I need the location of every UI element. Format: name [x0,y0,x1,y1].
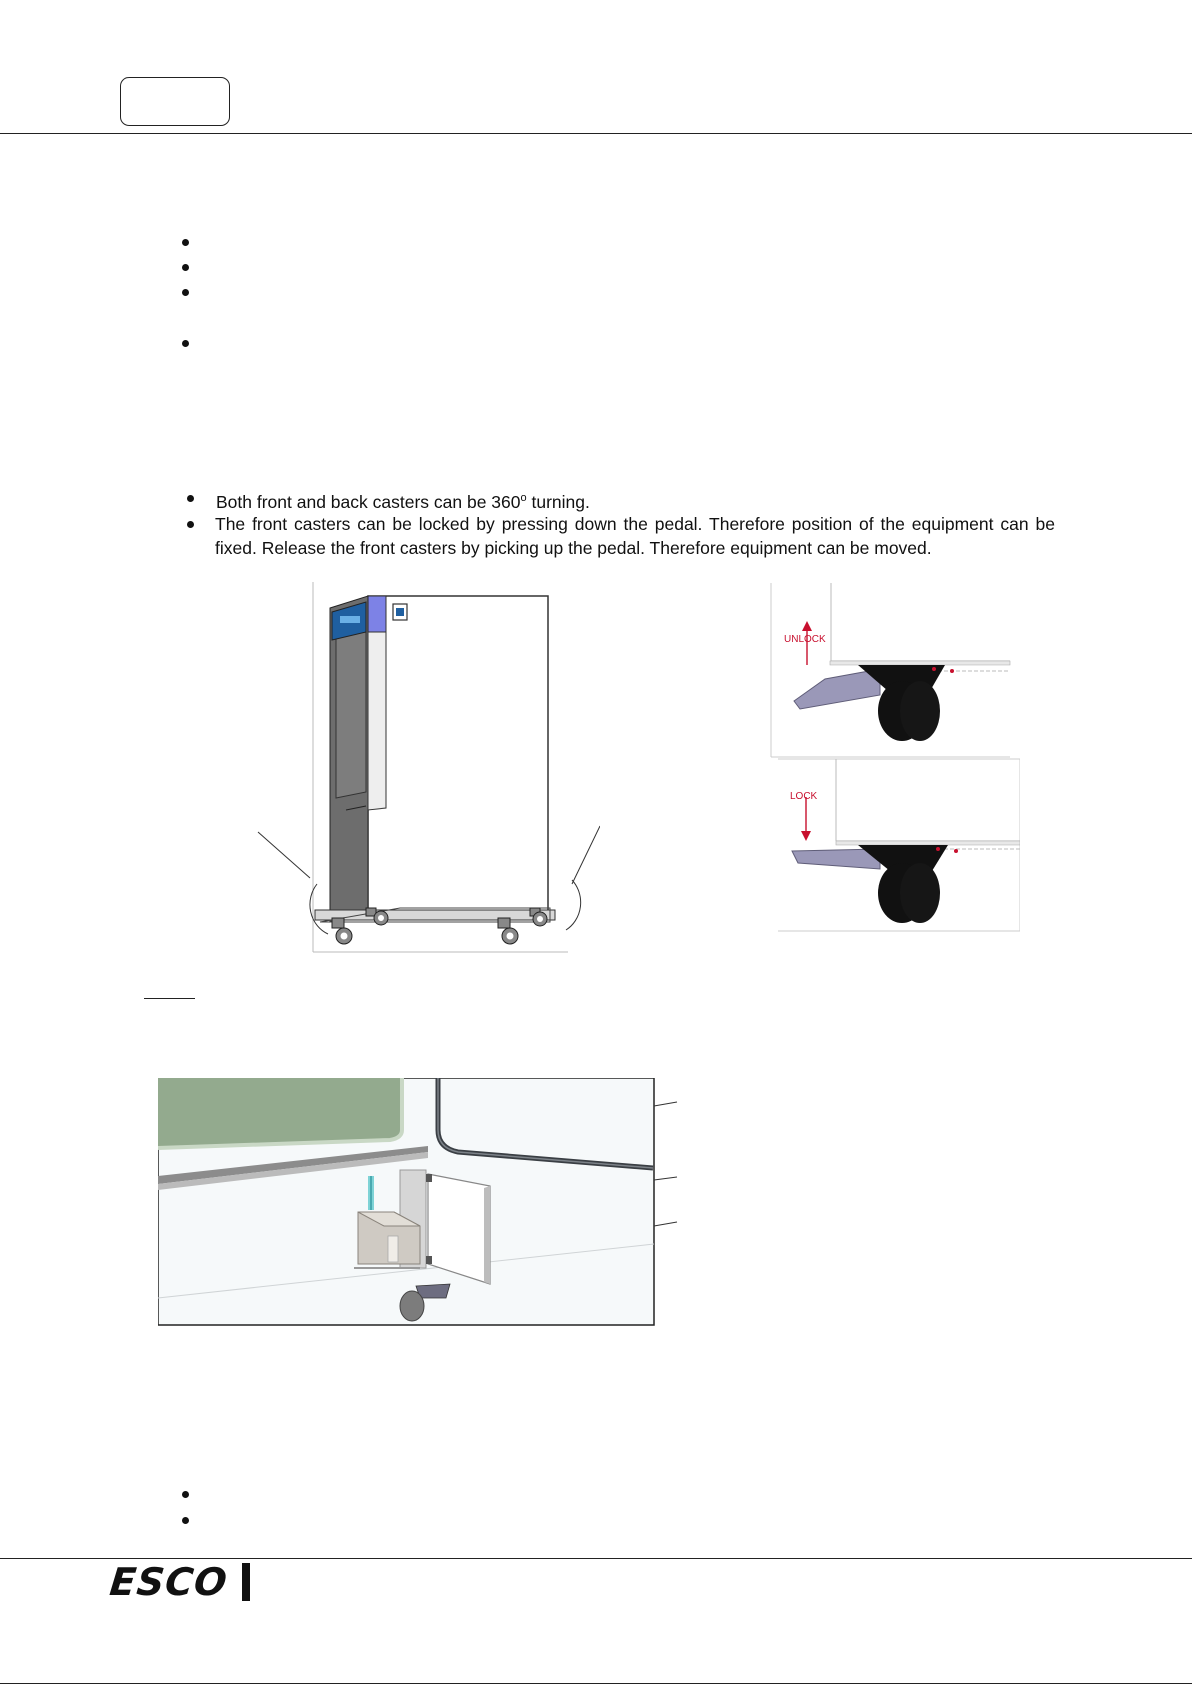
logo-bar [242,1563,250,1601]
list-bullet [182,289,189,296]
list-bullet [182,1517,189,1524]
caster-pedal-diagram [770,583,1020,935]
page-number-box [120,77,230,126]
footer-rule [0,1558,1192,1559]
list-bullet [187,521,194,528]
lock-label: LOCK [790,791,818,802]
list-bullet [182,239,189,246]
incubator-casters-illustration [250,580,600,960]
list-bullet [182,264,189,271]
header-rule [0,133,1192,134]
water-tray-illustration [158,1078,678,1328]
note-underline [144,998,195,999]
esco-logo [107,1560,250,1604]
list-bullet [182,1491,189,1498]
lock-panel [778,759,1020,931]
caster-lock-text: The front casters can be locked by pressing down the pedal. Therefore position of the equipment can be fixed. Release the front casters by picking up the pedal. Therefore equipment can be moved. [215,514,1055,558]
unlock-panel [771,583,1010,757]
caster-rotation-text: Both front and back casters can be 360$^o$ turning. [216,491,590,512]
list-bullet [182,340,189,347]
logo-text: ESCO [107,1560,230,1604]
unlock-label: UNLOCK [784,634,826,645]
list-bullet [187,495,194,502]
page-bottom-rule [0,1683,1192,1684]
